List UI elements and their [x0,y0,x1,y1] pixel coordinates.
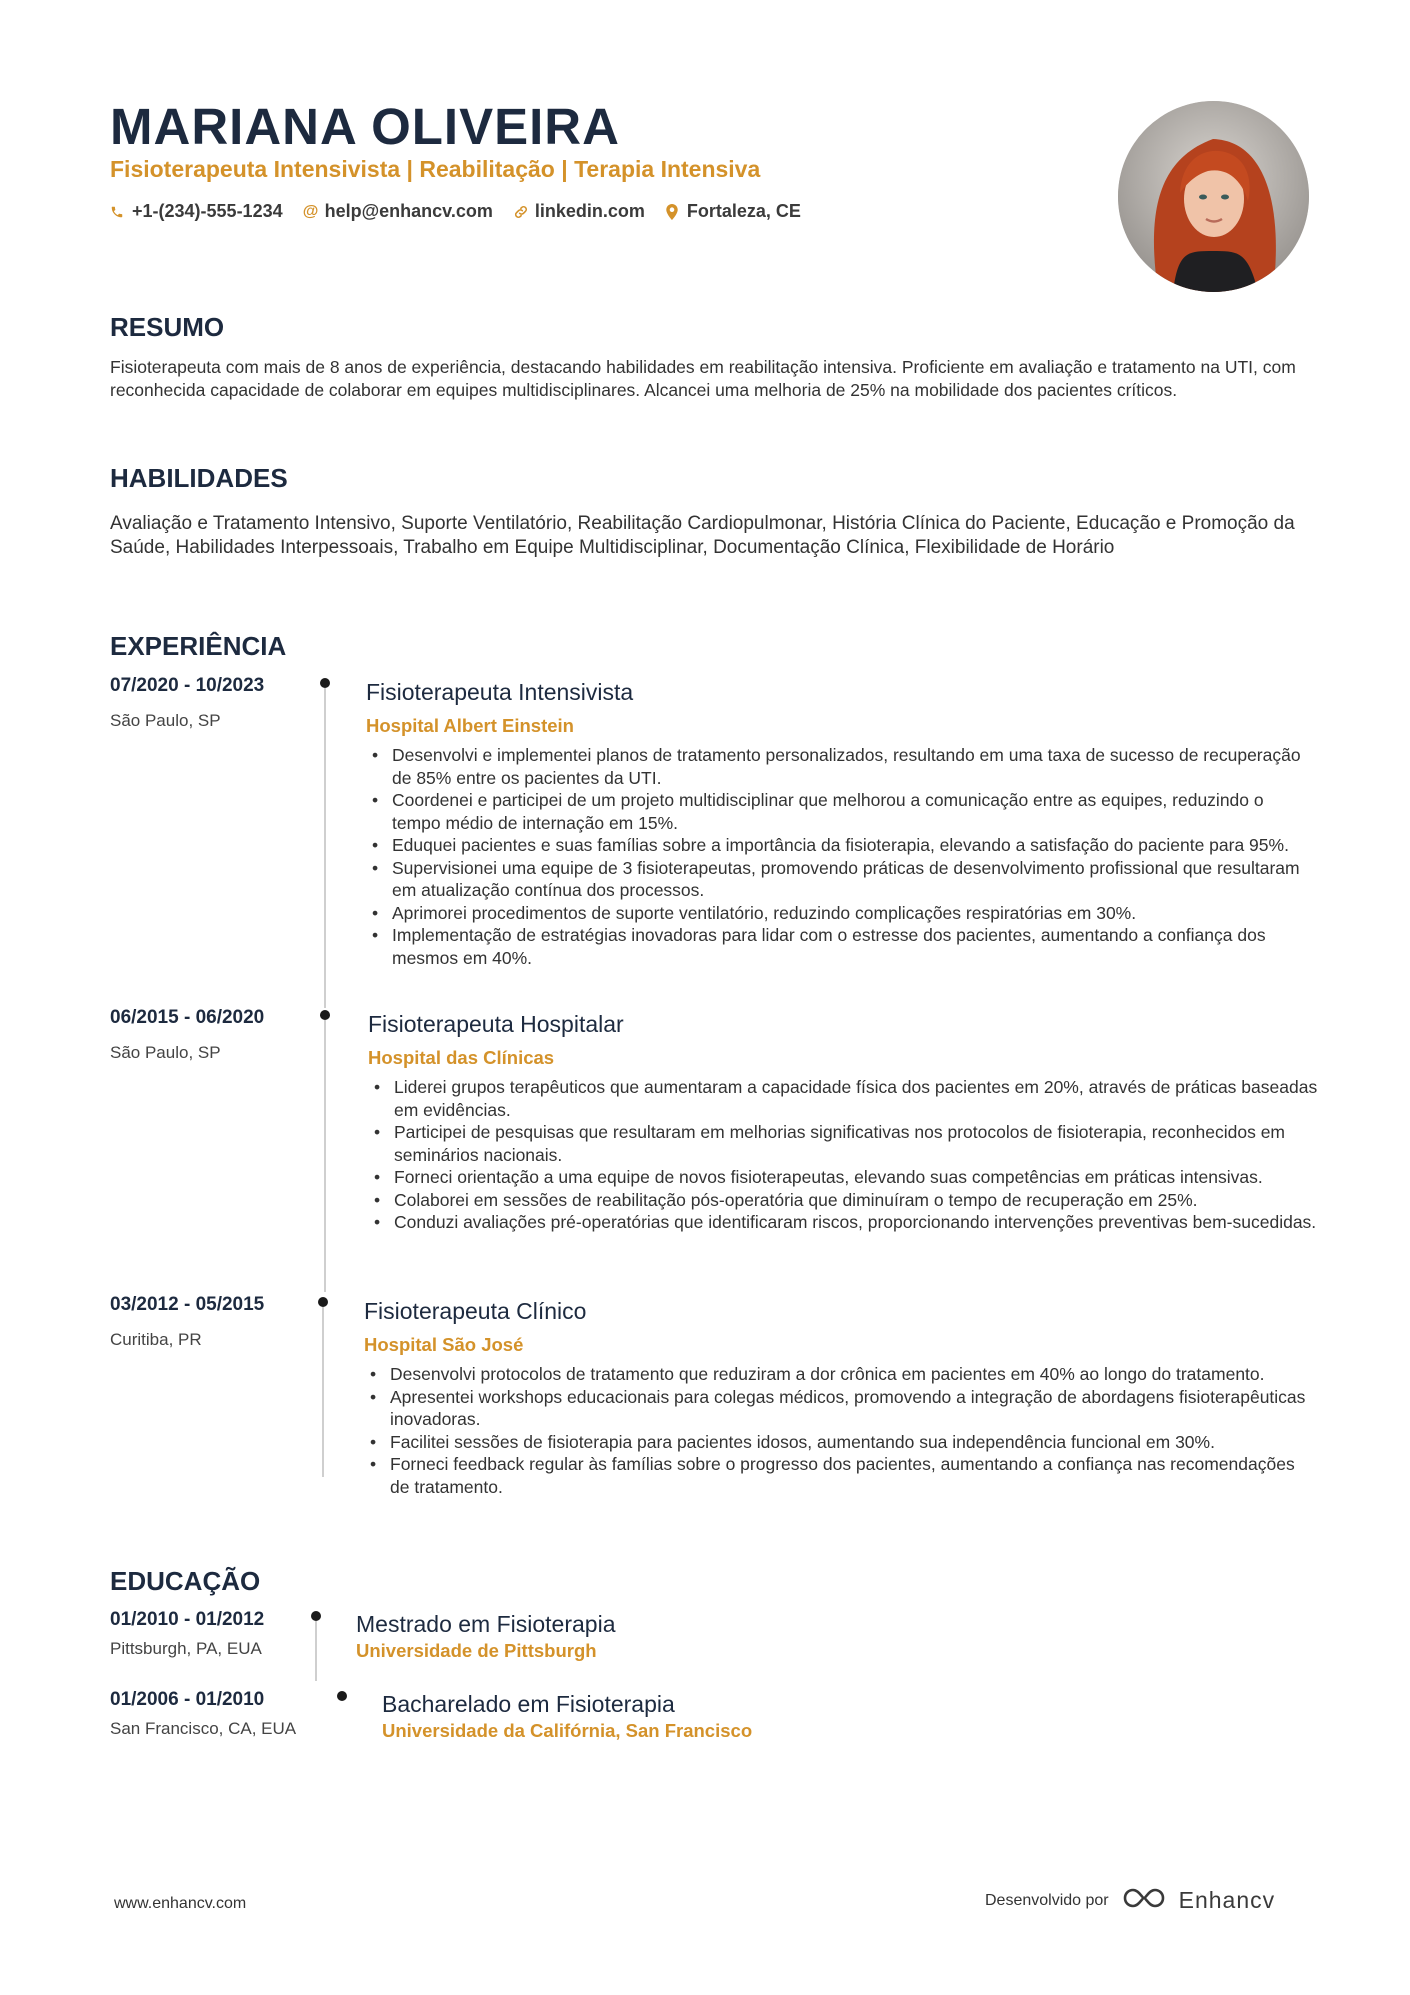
experience-role: Fisioterapeuta Intensivista [366,679,634,705]
experience-role: Fisioterapeuta Clínico [364,1298,587,1324]
education-school: Universidade de Pittsburgh [356,1640,597,1661]
experience-entry [110,1294,1310,1544]
timeline-dot [337,1691,347,1701]
timeline-dot [318,1297,328,1307]
location-pin-icon [665,204,681,220]
education-location: Pittsburgh, PA, EUA [110,1639,262,1658]
timeline-dot [320,1010,330,1020]
bullet-item: • Forneci feedback regular às famílias sobre o progresso dos pacientes, aumentando a confiança nas recomendações de tratamento. [364,1453,1314,1498]
education-degree: Bacharelado em Fisioterapia [382,1691,675,1717]
enhancv-logo-icon [1121,1885,1167,1916]
profile-photo [1118,101,1309,292]
bullet-item: • Liderei grupos terapêuticos que aumentaram a capacidade física dos pacientes em 20%, através de práticas baseadas em evidências. [368,1076,1318,1121]
contact-linkedin-text: linkedin.com [534,201,645,221]
experience-bullets [364,1363,1314,1498]
bullet-item: • Forneci orientação a uma equipe de novos fisioterapeutas, elevando suas competências em práticas intensivas. [368,1166,1318,1189]
experience-org: Hospital Albert Einstein [366,715,574,736]
timeline-dot [320,678,330,688]
education-date: 01/2006 - 01/2010 [110,1689,265,1710]
contact-location [665,201,801,222]
phone-icon [110,205,126,219]
experience-bullets [366,744,1316,969]
link-icon [513,204,529,220]
experience-bullets [368,1076,1318,1234]
experience-location: São Paulo, SP [110,1043,221,1062]
timeline-line [324,1020,326,1292]
candidate-title: Fisioterapeuta Intensivista | Reabilitação | Terapia Intensiva [110,156,761,182]
bullet-item: • Apresentei workshops educacionais para colegas médicos, promovendo a integração de abordagens fisioterapêuticas inovadoras. [364,1386,1314,1431]
bullet-item: • Desenvolvi protocolos de tratamento que reduziram a dor crônica em pacientes em 40% ao longo do tratamento. [364,1363,1314,1386]
experience-role: Fisioterapeuta Hospitalar [368,1011,624,1037]
contact-email-text: help@enhancv.com [324,201,493,221]
timeline-dot [311,1611,321,1621]
footer-branding [985,1885,1275,1916]
bullet-item: • Conduzi avaliações pré-operatórias que identificaram riscos, proporcionando intervenções preventivas bem-sucedidas. [368,1211,1318,1234]
bullet-item: • Supervisionei uma equipe de 3 fisioterapeutas, promovendo práticas de desenvolvimento profissional que resultaram em atualização contínua dos processos. [366,857,1316,902]
bullet-item: • Desenvolvi e implementei planos de tratamento personalizados, resultando em uma taxa de sucesso de recuperação de 85% entre os pacientes da UTI. [366,744,1316,789]
bullet-item: • Participei de pesquisas que resultaram em melhorias significativas nos protocolos de fisioterapia, reconhecidos em seminários nacionais. [368,1121,1318,1166]
education-entry [110,1609,1310,1679]
contact-location-text: Fortaleza, CE [686,201,801,221]
experience-location: Curitiba, PR [110,1330,202,1349]
summary-heading: RESUMO [110,312,225,342]
contact-phone-text: +1-(234)-555-1234 [132,201,283,221]
education-date: 01/2010 - 01/2012 [110,1609,265,1630]
education-entry [110,1689,1310,1759]
timeline-line [315,1621,317,1681]
experience-date: 06/2015 - 06/2020 [110,1007,265,1028]
experience-heading: EXPERIÊNCIA [110,631,287,661]
enhancv-brand: Enhancv [1178,1887,1276,1913]
experience-date: 07/2020 - 10/2023 [110,675,265,696]
at-icon: @ [302,202,319,220]
experience-entry [110,1007,1318,1292]
experience-date: 03/2012 - 05/2015 [110,1294,265,1315]
contact-phone[interactable] [110,201,283,222]
experience-location: São Paulo, SP [110,711,221,730]
experience-org: Hospital das Clínicas [368,1047,555,1068]
bullet-item: • Implementação de estratégias inovadoras para lidar com o estresse dos pacientes, aumentando a confiança dos mesmos em 40%. [366,924,1316,969]
contact-linkedin[interactable] [513,201,645,222]
education-school: Universidade da Califórnia, San Francisco [382,1720,753,1741]
bullet-item: • Facilitei sessões de fisioterapia para pacientes idosos, aumentando sua independência funcional em 30%. [364,1431,1314,1454]
education-degree: Mestrado em Fisioterapia [356,1611,616,1637]
education-location: San Francisco, CA, EUA [110,1719,297,1738]
timeline-line [324,688,326,1008]
timeline-line [322,1307,324,1477]
bullet-item: • Eduquei pacientes e suas famílias sobre a importância da fisioterapia, elevando a satisfação do paciente para 95%. [366,834,1316,857]
contact-bar [110,201,801,222]
candidate-name: MARIANA OLIVEIRA [110,98,620,155]
skills-heading: HABILIDADES [110,463,288,493]
bullet-item: • Coordenei e participei de um projeto multidisciplinar que melhorou a comunicação entre as equipes, reduzindo o tempo médio de internação em 15%. [366,789,1316,834]
education-heading: EDUCAÇÃO [110,1566,261,1596]
summary-text: Fisioterapeuta com mais de 8 anos de experiência, destacando habilidades em reabilitação intensiva. Proficiente em avaliação e tratamento na UTI, com reconhecida capacidade de colaborar em equipes multidisciplinares. Alcancei uma melhoria de 25% na mobilidade dos pacientes críticos. [110,357,1296,400]
powered-by-label: Desenvolvido por [985,1891,1109,1909]
bullet-item: • Aprimorei procedimentos de suporte ventilatório, reduzindo complicações respiratórias em 30%. [366,902,1316,925]
experience-org: Hospital São José [364,1334,524,1355]
footer-website[interactable]: www.enhancv.com [114,1895,247,1912]
contact-email[interactable] [303,201,493,222]
experience-entry [110,675,1310,1005]
bullet-item: • Colaborei em sessões de reabilitação pós-operatória que diminuíram o tempo de recuperação em 25%. [368,1189,1318,1212]
skills-text: Avaliação e Tratamento Intensivo, Suporte Ventilatório, Reabilitação Cardiopulmonar, História Clínica do Paciente, Educação e Promoção da Saúde, Habilidades Interpessoais, Trabalho em Equipe Multidisciplinar, Documentação Clínica, Flexibilidade de Horário [110,513,1295,558]
